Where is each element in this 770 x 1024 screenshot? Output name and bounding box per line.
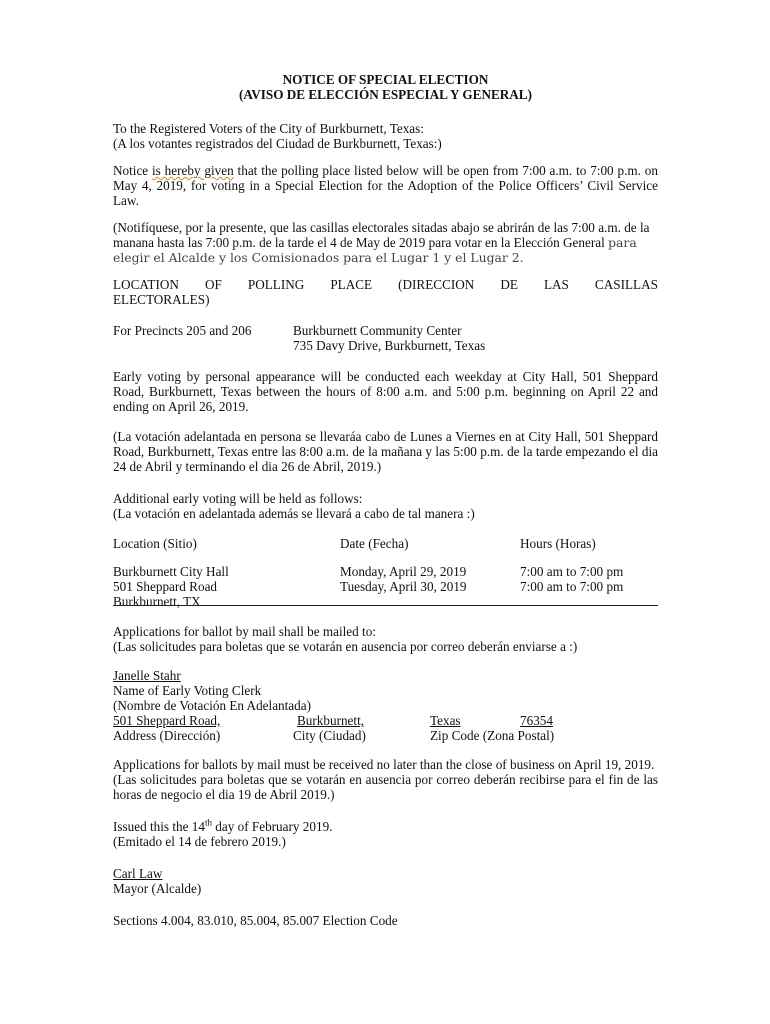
clerk-name: Janelle Stahr (113, 668, 181, 683)
salutation-en: To the Registered Voters of the City of Burkburnett, Texas: (113, 121, 424, 136)
location-heading-word: LOCATION (113, 277, 179, 292)
schedule-location (113, 564, 340, 609)
section-divider (113, 605, 658, 606)
schedule-header-date: Date (Fecha) (340, 536, 409, 551)
issued-line (113, 819, 658, 834)
location-heading-word: CASILLAS (594, 277, 658, 292)
schedule-location-line: Burkburnett, TX (113, 594, 201, 609)
clerk-zip: 76354 (520, 713, 553, 728)
additional-en: Additional early voting will be held as follows: (113, 491, 363, 506)
notice-prefix: Notice (113, 163, 153, 178)
schedule-body (113, 564, 658, 609)
issued-prefix: Issued this the 14 (113, 819, 205, 834)
notice-title: NOTICE OF SPECIAL ELECTION (282, 72, 489, 87)
notice-rest: that the polling place listed below will be open from 7:00 a.m. to 7:00 p.m. on May 4, 2019, for voting in a Special Election for the Adoption of the Police Officers’ Civil Service Law. (113, 163, 658, 208)
clerk-street: 501 Sheppard Road, (113, 713, 221, 728)
zip-label: Zip Code (Zona Postal) (430, 728, 555, 743)
mail-en: Applications for ballot by mail shall be mailed to: (113, 624, 376, 639)
schedule-header-hours: Hours (Horas) (520, 536, 596, 551)
clerk-state: Texas (430, 713, 461, 728)
location-heading-word: PLACE (330, 277, 373, 292)
schedule-date: Tuesday, April 30, 2019 (340, 579, 467, 594)
issued-es: (Emitado el 14 de febrero 2019.) (113, 834, 286, 849)
notice-paragraph-es (113, 220, 658, 265)
issued-suffix: day of February 2019. (211, 819, 333, 834)
clerk-address-values (113, 713, 658, 728)
notice-paragraph (113, 163, 658, 208)
mail-es: (Las solicitudes para boletas que se votarán en ausencia por correo deberán enviarse a :) (113, 639, 578, 654)
deadline-en: Applications for ballots by mail must be received no later than the close of business on April 19, 2019. (113, 757, 655, 772)
schedule-location-line: Burkburnett City Hall (113, 564, 229, 579)
location-heading-word: (DIRECCION (398, 277, 475, 292)
early-voting-en: Early voting by personal appearance will be conducted each weekday at City Hall, 501 Sheppard Road, Burkburnett, Texas between the hours of 8:00 a.m. and 5:00 p.m. beginning on April 22 and ending on April 26, 2019. (113, 369, 658, 414)
notice-subtitle: (AVISO DE ELECCIÓN ESPECIAL Y GENERAL) (239, 87, 532, 102)
notice-es-main: (Notifíquese, por la presente, que las casillas electorales sitadas abajo se abrirán de las 7:00 a.m. de la manana hasta las 7:00 p.m. de la tarde el 4 de May de 2019 para votar en la Elección General (113, 220, 650, 250)
document-body-lower (113, 624, 658, 928)
schedule-hours (520, 564, 623, 609)
polling-place-address: 735 Davy Drive, Burkburnett, Texas (293, 338, 486, 353)
clerk-title-es: (Nombre de Votación En Adelantada) (113, 698, 311, 713)
location-heading-word: OF (204, 277, 222, 292)
salutation-es: (A los votantes registrados del Ciudad de Burkburnett, Texas:) (113, 136, 442, 151)
schedule-dates (340, 564, 520, 609)
location-heading (113, 277, 658, 292)
issued-sup: th (204, 817, 212, 828)
polling-place-name: Burkburnett Community Center (293, 323, 462, 338)
clerk-city: Burkburnett, (297, 713, 365, 728)
clerk-title-en: Name of Early Voting Clerk (113, 683, 262, 698)
document-body-upper (113, 72, 658, 609)
location-heading-word: POLLING (247, 277, 305, 292)
location-heading-word: LAS (543, 277, 569, 292)
address-label: Address (Dirección) (113, 728, 221, 743)
early-voting-es: (La votación adelantada en persona se llevaráa cabo de Lunes a Viernes en at City Hall, 501 Sheppard Road, Burkburnett, Texas entre las 8:00 a.m. de la mañana y las 5:00 p.m. de la tarde empezando el dia 24 de Abril y terminando el dia 26 de Abril, 2019.) (113, 429, 658, 474)
additional-es: (La votación en adelantada además se llevará a cabo de tal manera :) (113, 506, 475, 521)
signatory-name: Carl Law (113, 866, 163, 881)
schedule-hour: 7:00 am to 7:00 pm (520, 564, 624, 579)
notice-es-tail: para elegir el Alcalde y los Comisionados para el Lugar 1 y el Lugar 2. (113, 235, 637, 265)
clerk-address-labels (113, 728, 658, 743)
precinct-location (293, 323, 485, 353)
schedule-date: Monday, April 29, 2019 (340, 564, 467, 579)
notice-highlight: is hereby given (152, 163, 234, 178)
deadline-es: (Las solicitudes para boletas que se votarán en ausencia por correo deberán recibirse para el fin de las horas de negocio el dia 19 de Abril 2019.) (113, 772, 658, 802)
precinct-block (113, 323, 658, 353)
schedule-header-location: Location (Sitio) (113, 536, 197, 551)
signatory-title: Mayor (Alcalde) (113, 881, 202, 896)
precinct-label: For Precincts 205 and 206 (113, 323, 252, 338)
location-heading-line2: ELECTORALES) (113, 292, 210, 307)
schedule-hour: 7:00 am to 7:00 pm (520, 579, 624, 594)
schedule-header-row (113, 536, 658, 551)
statute-sections: Sections 4.004, 83.010, 85.004, 85.007 Election Code (113, 913, 398, 928)
schedule-location-line: 501 Sheppard Road (113, 579, 218, 594)
city-label: City (Ciudad) (293, 728, 366, 743)
location-heading-word: DE (500, 277, 518, 292)
